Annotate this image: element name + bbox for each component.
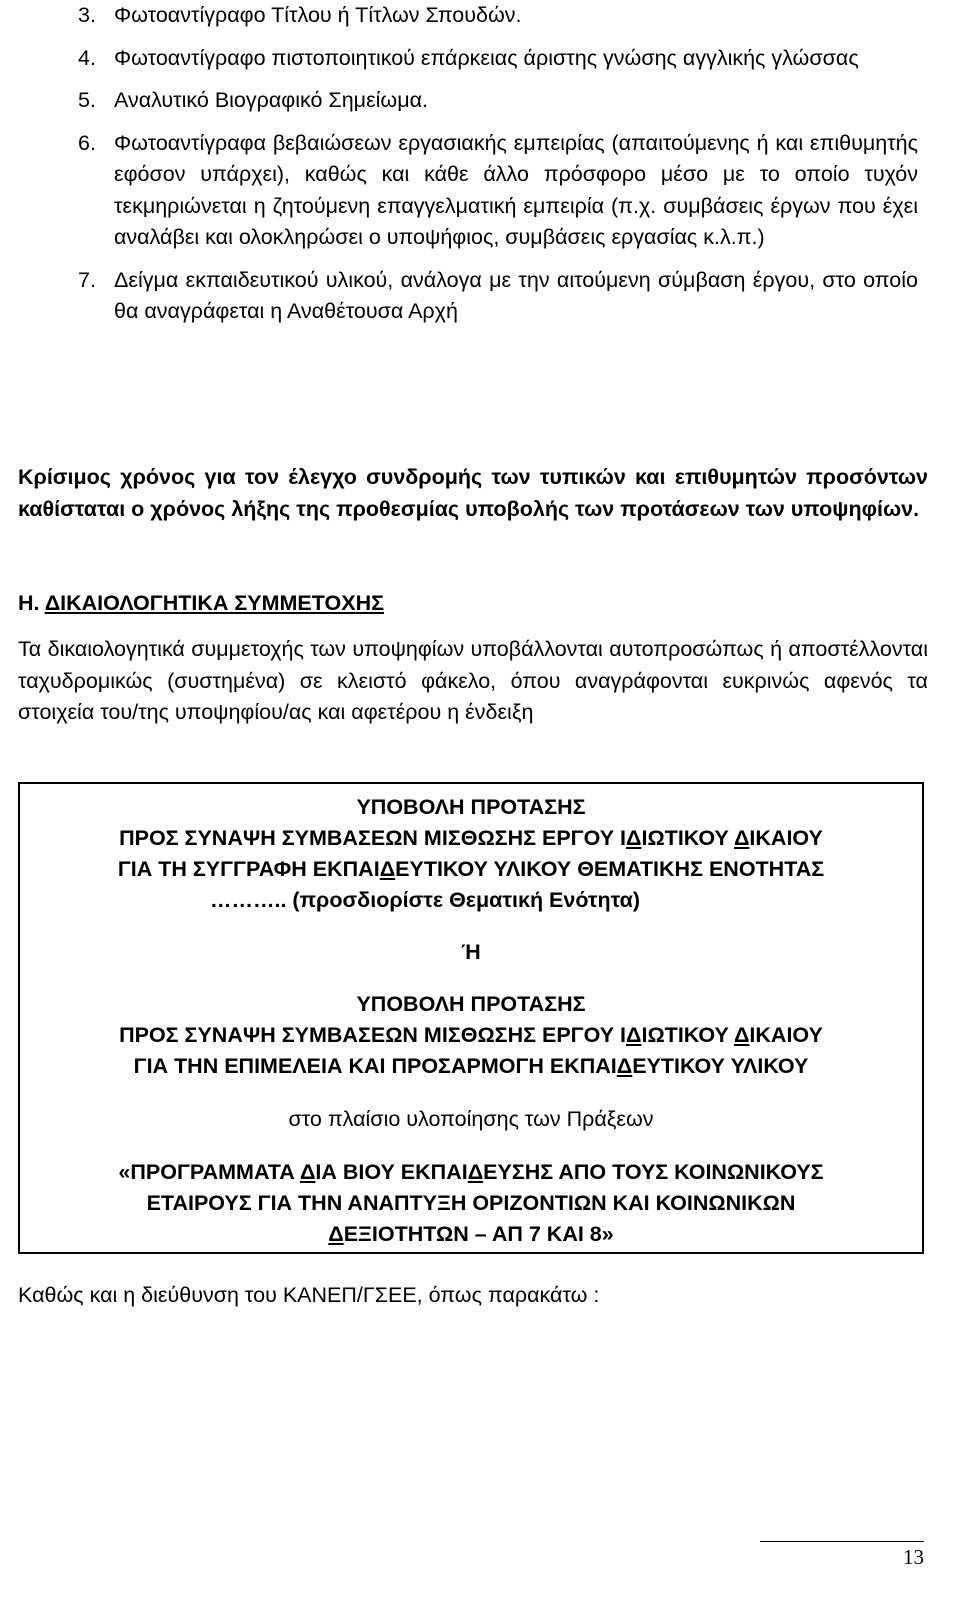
envelope-context: στο πλαίσιο υλοποίησης των Πράξεων [288,1107,654,1131]
list-item [78,265,918,328]
envelope-or: Ή [461,940,481,964]
section-title: ΔΙΚΑΙΟΛΟΓΗΤΙΚΑ ΣΥΜΜΕΤΟΧΗΣ [44,591,384,615]
envelope-option2-line3: ΓΙΑ ΤΗΝ ΕΠΙΜΕΛΕΙΑ ΚΑΙ ΠΡΟΣΑΡΜΟΓΗ ΕΚΠΑΙΔΕΥΤΙΚΟΥ ΥΛΙΚΟΥ [133,1054,809,1078]
list-item-text: Αναλυτικό Βιογραφικό Σημείωμα. [114,88,429,112]
envelope-option1-title: ΥΠΟΒΟΛΗ ΠΡΟΤΑΣΗΣ [356,795,586,819]
address-intro: Καθώς και η διεύθυνση του ΚΑΝΕΠ/ΓΣΕΕ, όπως παρακάτω : [18,1283,600,1307]
envelope-program-line3: ΔΕΞΙΟΤΗΤΩΝ – ΑΠ 7 ΚΑΙ 8» [328,1222,614,1246]
list-item-number: 3. [78,3,96,27]
section-heading [18,588,384,620]
list-item-number: 4. [78,45,96,70]
section-letter: Η. [18,591,40,615]
critical-time-note: Κρίσιμος χρόνος για τον έλεγχο συνδρομής των τυπικών και επιθυμητών προσόντων καθίσταται ο χρόνος λήξης της προθεσμίας υποβολής των προτάσεων των υποψηφίων. [18,465,928,521]
list-item [78,0,918,32]
list-item-number: 7. [78,267,96,292]
list-item [78,128,918,254]
list-item-number: 6. [78,130,96,155]
list-item-number: 5. [78,88,96,112]
list-item [78,85,918,117]
list-item-text: Φωτοαντίγραφα βεβαιώσεων εργασιακής εμπειρίας (απαιτούμενης ή και επιθυμητής εφόσον υπάρχει), καθώς και κάθε άλλο πρόσφορο μέσο με το οποίο τυχόν τεκμηριώνεται η ζητούμενη επαγγελματική εμπειρία (π.χ. συμβάσεις έργων που έχει αναλάβει και ολοκληρώσει ο υποψήφιος, συμβάσεις εργασίας κ.λ.π.) [114,130,918,249]
list-item-text: Φωτοαντίγραφο Τίτλου ή Τίτλων Σπουδών. [114,3,522,27]
envelope-option2-title: ΥΠΟΒΟΛΗ ΠΡΟΤΑΣΗΣ [356,992,586,1016]
envelope-option1-line3: ΓΙΑ ΤΗ ΣΥΓΓΡΑΦΗ ΕΚΠΑΙΔΕΥΤΙΚΟΥ ΥΛΙΚΟΥ ΘΕΜΑΤΙΚΗΣ ΕΝΟΤΗΤΑΣ [117,857,825,881]
envelope-option1-line2: ΠΡΟΣ ΣΥΝΑΨΗ ΣΥΜΒΑΣΕΩΝ ΜΙΣΘΩΣΗΣ ΕΡΓΟΥ ΙΔΙΩΤΙΚΟΥ ΔΙΚΑΙΟΥ [119,826,823,850]
envelope-program-line2: ΕΤΑΙΡΟΥΣ ΓΙΑ ΤΗΝ ΑΝΑΠΤΥΞΗ ΟΡΙΖΟΝΤΙΩΝ ΚΑΙ ΚΟΙΝΩΝΙΚΩΝ [146,1191,796,1215]
envelope-label-box [18,782,924,1254]
envelope-program-line1: «ΠΡΟΓΡΑΜΜΑΤΑ ΔΙΑ ΒΙΟΥ ΕΚΠΑΙΔΕΥΣΗΣ ΑΠΟ ΤΟΥΣ ΚΟΙΝΩΝΙΚΟΥΣ [118,1160,824,1184]
page-number-rule [760,1541,924,1542]
list-item-text: Φωτοαντίγραφο πιστοποιητικού επάρκειας άριστης γνώσης αγγλικής γλώσσας [114,45,859,70]
list-item [78,43,918,75]
intro-paragraph: Τα δικαιολογητικά συμμετοχής των υποψηφίων υποβάλλονται αυτοπροσώπως ή αποστέλλονται ταχυδρομικώς (συστημένα) σε κλειστό φάκελο, όπου αναγράφονται ευκρινώς αφενός τα στοιχεία του/της υποψηφίου/ας και αφετέρου η ένδειξη [18,637,928,724]
required-documents-list [78,0,918,328]
envelope-option1-line4: ……….. (προσδιορίστε Θεματική Ενότητα) [210,888,640,912]
list-item-text: Δείγμα εκπαιδευτικού υλικού, ανάλογα με την αιτούμενη σύμβαση έργου, στο οποίο θα αναγράφεται η Αναθέτουσα Αρχή [114,267,918,323]
envelope-option2-line2: ΠΡΟΣ ΣΥΝΑΨΗ ΣΥΜΒΑΣΕΩΝ ΜΙΣΘΩΣΗΣ ΕΡΓΟΥ ΙΔΙΩΤΙΚΟΥ ΔΙΚΑΙΟΥ [119,1023,823,1047]
page-number: 13 [903,1545,924,1569]
